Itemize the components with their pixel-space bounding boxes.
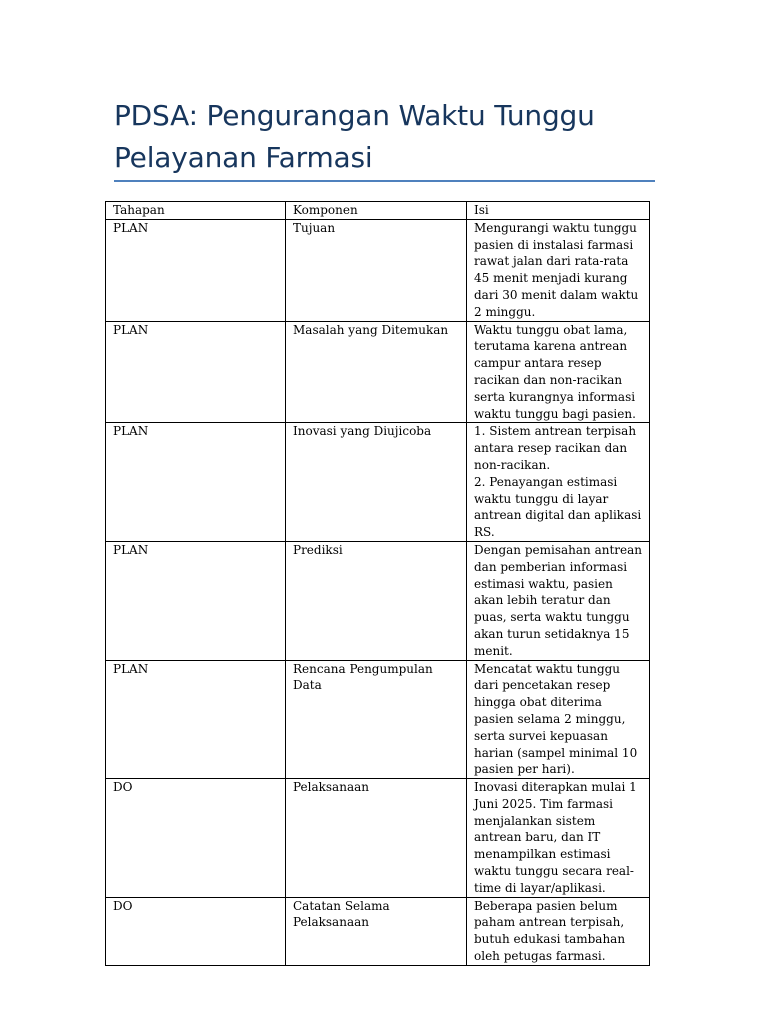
title-underline — [114, 180, 655, 182]
cell-komponen: Tujuan — [286, 219, 467, 321]
cell-komponen: Inovasi yang Diujicoba — [286, 423, 467, 542]
table-row — [106, 541, 650, 660]
table-row — [106, 321, 650, 423]
cell-tahapan: DO — [106, 779, 286, 898]
cell-tahapan: PLAN — [106, 660, 286, 779]
cell-tahapan: PLAN — [106, 423, 286, 542]
cell-tahapan: PLAN — [106, 321, 286, 423]
cell-isi — [467, 321, 650, 423]
header-isi: Isi — [467, 202, 650, 220]
table-row — [106, 660, 650, 779]
cell-tahapan: DO — [106, 897, 286, 965]
cell-komponen: Prediksi — [286, 541, 467, 660]
header-komponen: Komponen — [286, 202, 467, 220]
cell-komponen: Rencana Pengumpulan Data — [286, 660, 467, 779]
pdsa-table — [105, 201, 650, 966]
header-tahapan: Tahapan — [106, 202, 286, 220]
table-row — [106, 219, 650, 321]
cell-isi-line: Waktu tunggu obat lama, terutama karena antrean campur antara resep racikan dan non-racikan serta kurangnya informasi waktu tunggu bagi pasien. — [474, 322, 636, 421]
table-body — [106, 219, 650, 965]
cell-isi — [467, 541, 650, 660]
cell-tahapan: PLAN — [106, 219, 286, 321]
cell-isi — [467, 897, 650, 965]
cell-isi — [467, 423, 650, 542]
cell-komponen: Catatan Selama Pelaksanaan — [286, 897, 467, 965]
cell-isi-line: Mencatat waktu tunggu dari pencetakan resep hingga obat diterima pasien selama 2 minggu, serta survei kepuasan harian (sampel minimal 10 pasien per hari). — [474, 661, 638, 777]
cell-isi-line: 1. Sistem antrean terpisah antara resep racikan dan non-racikan. — [474, 424, 637, 472]
cell-isi — [467, 779, 650, 898]
table-row — [106, 779, 650, 898]
table-row — [106, 423, 650, 542]
table-row — [106, 897, 650, 965]
cell-isi-line: 2. Penayangan estimasi waktu tunggu di layar antrean digital dan aplikasi RS. — [474, 474, 642, 540]
cell-isi — [467, 660, 650, 779]
cell-isi-line: Dengan pemisahan antrean dan pemberian informasi estimasi waktu, pasien akan lebih teratur dan puas, serta waktu tunggu akan turun setidaknya 15 menit. — [474, 542, 642, 658]
cell-komponen: Masalah yang Ditemukan — [286, 321, 467, 423]
document-title: PDSA: Pengurangan Waktu Tunggu Pelayanan Farmasi — [114, 99, 595, 174]
table-header-row — [106, 202, 650, 220]
cell-isi — [467, 219, 650, 321]
cell-isi-line: Mengurangi waktu tunggu pasien di instalasi farmasi rawat jalan dari rata-rata 45 menit menjadi kurang dari 30 menit dalam waktu 2 minggu. — [474, 220, 639, 319]
cell-komponen: Pelaksanaan — [286, 779, 467, 898]
cell-isi-line: Inovasi diterapkan mulai 1 Juni 2025. Tim farmasi menjalankan sistem antrean baru, dan IT menampilkan estimasi waktu tunggu secara real-time di layar/aplikasi. — [474, 780, 637, 895]
cell-isi-line: Beberapa pasien belum paham antrean terpisah, butuh edukasi tambahan oleh petugas farmasi. — [474, 898, 626, 964]
cell-tahapan: PLAN — [106, 541, 286, 660]
